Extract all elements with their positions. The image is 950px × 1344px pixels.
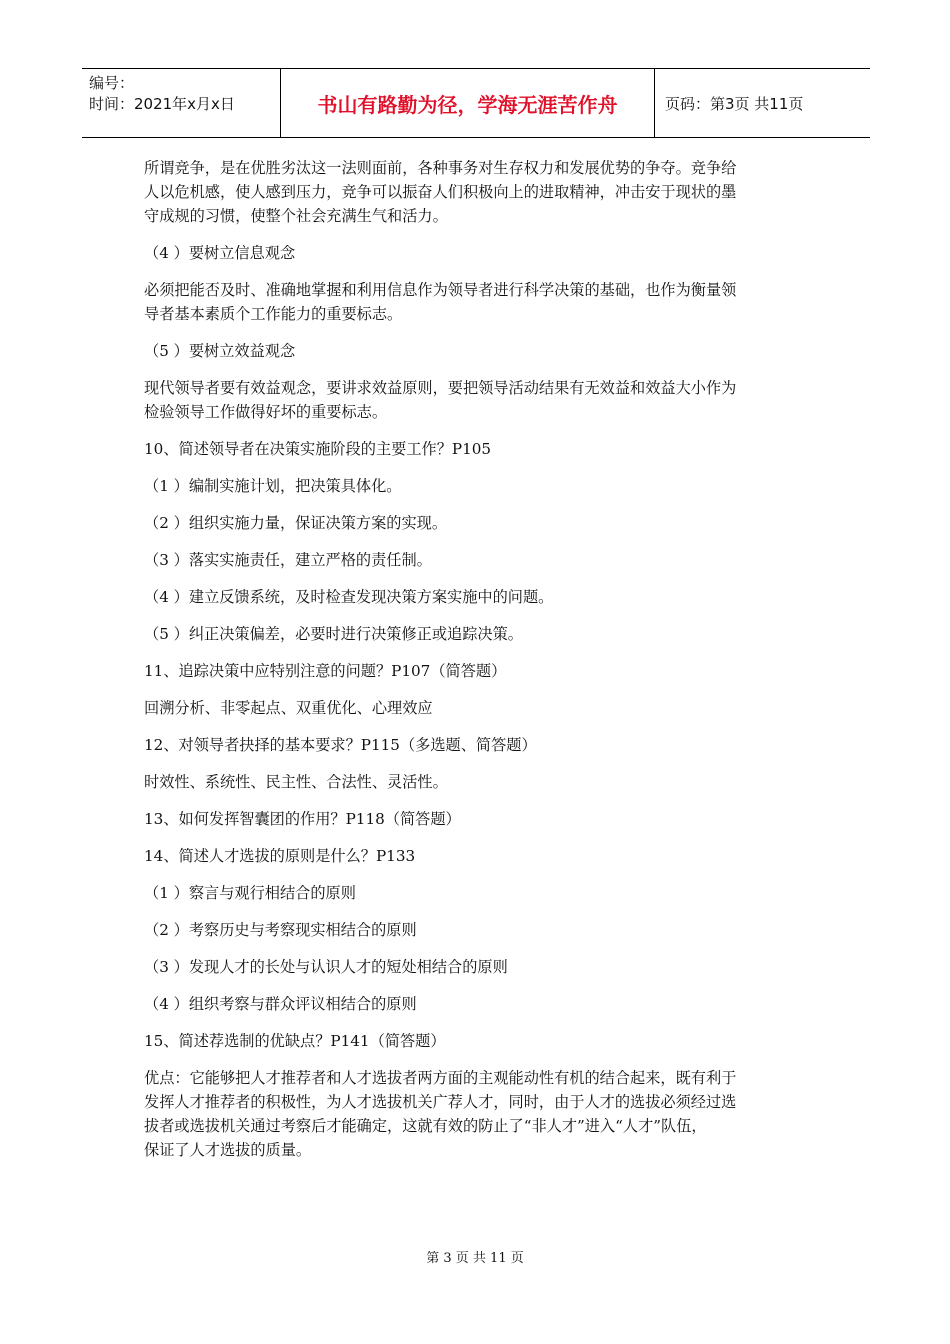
paragraph-line: （4 ）要树立信息观念 bbox=[144, 244, 296, 262]
paragraph-line: 检验领导工作做得好坏的重要标志。 bbox=[144, 403, 387, 421]
page-footer: 第 3 页 共 11 页 bbox=[426, 1251, 524, 1266]
paragraph-line: （2 ）考察历史与考察现实相结合的原则 bbox=[144, 921, 417, 939]
header-page-info: 页码：第3页 共11页 bbox=[665, 94, 804, 113]
paragraph-line: （3 ）落实实施责任，建立严格的责任制。 bbox=[144, 551, 432, 569]
paragraph-line: （2 ）组织实施力量，保证决策方案的实现。 bbox=[144, 514, 448, 532]
paragraph-line: 人以危机感，使人感到压力，竞争可以振奋人们积极向上的进取精神，冲击安于现状的墨 bbox=[144, 183, 737, 201]
document-body bbox=[144, 156, 812, 1162]
number-label: 编号： bbox=[89, 74, 135, 92]
paragraph-line: （3 ）发现人才的长处与认识人才的短处相结合的原则 bbox=[144, 958, 508, 976]
paragraph-line: 11、追踪决策中应特别注意的问题？P107（简答题） bbox=[144, 662, 507, 680]
paragraph-line: （1 ）察言与观行相结合的原则 bbox=[144, 884, 356, 902]
paragraph-line: 12、对领导者抉择的基本要求？P115（多选题、简答题） bbox=[144, 736, 537, 754]
paragraph-line: （4 ）建立反馈系统，及时检查发现决策方案实施中的问题。 bbox=[144, 588, 554, 606]
paragraph-line: 10、简述领导者在决策实施阶段的主要工作？P105 bbox=[144, 440, 492, 458]
date-label: 时间：2021年x月x日 bbox=[89, 95, 235, 113]
header-motto: 书山有路勤为径，学海无涯苦作舟 bbox=[281, 69, 655, 137]
paragraph-line: 拔者或选拔机关通过考察后才能确定，这就有效的防止了“非人才”进入“人才”队伍， bbox=[144, 1117, 707, 1135]
paragraph-line: 13、如何发挥智囊团的作用？P118（简答题） bbox=[144, 810, 461, 828]
paragraph-line: （5 ）纠正决策偏差，必要时进行决策修正或追踪决策。 bbox=[144, 625, 523, 643]
paragraph-line: 时效性、系统性、民主性、合法性、灵活性。 bbox=[144, 773, 448, 791]
paragraph-line: 发挥人才推荐者的积极性，为人才选拔机关广荐人才，同时，由于人才的选拔必须经过选 bbox=[144, 1093, 737, 1111]
paragraph-line: 14、简述人才选拔的原则是什么？P133 bbox=[144, 847, 416, 865]
paragraph-line: 守成规的习惯，使整个社会充满生气和活力。 bbox=[144, 207, 448, 225]
paragraph-line: 回溯分析、非零起点、双重优化、心理效应 bbox=[144, 699, 433, 717]
paragraph-line: 必须把能否及时、准确地掌握和利用信息作为领导者进行科学决策的基础，也作为衡量领 bbox=[144, 281, 737, 299]
document-header bbox=[82, 68, 870, 138]
paragraph-line: 导者基本素质个工作能力的重要标志。 bbox=[144, 305, 403, 323]
paragraph-line: 保证了人才选拔的质量。 bbox=[144, 1141, 312, 1159]
paragraph-line: （4 ）组织考察与群众评议相结合的原则 bbox=[144, 995, 417, 1013]
paragraph-line: 所谓竞争，是在优胜劣汰这一法则面前，各种事务对生存权力和发展优势的争夺。竞争给 bbox=[144, 159, 737, 177]
header-meta bbox=[82, 69, 281, 137]
paragraph-line: 优点：它能够把人才推荐者和人才选拔者两方面的主观能动性有机的结合起来，既有利于 bbox=[144, 1069, 737, 1087]
paragraph-line: （1 ）编制实施计划，把决策具体化。 bbox=[144, 477, 402, 495]
paragraph-line: （5 ）要树立效益观念 bbox=[144, 342, 296, 360]
paragraph-line: 现代领导者要有效益观念，要讲求效益原则，要把领导活动结果有无效益和效益大小作为 bbox=[144, 379, 737, 397]
paragraph-line: 15、简述荐选制的优缺点？P141（简答题） bbox=[144, 1032, 446, 1050]
